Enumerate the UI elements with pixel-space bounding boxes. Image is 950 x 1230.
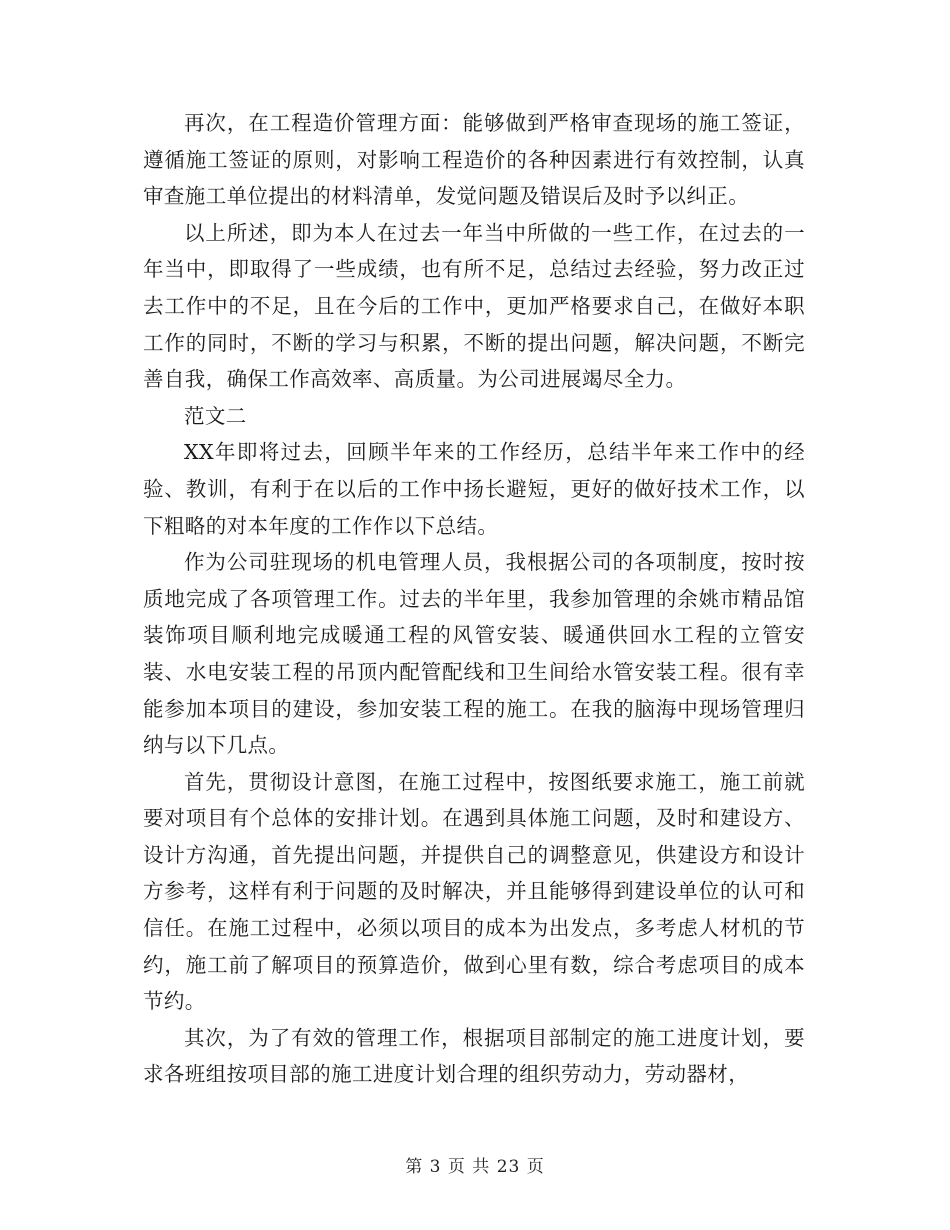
footer-middle: 页 共 xyxy=(447,1157,491,1177)
footer-prefix: 第 xyxy=(405,1157,424,1177)
section-heading: 范文二 xyxy=(184,403,247,428)
paragraph-intro: XX年即将过去，回顾半年来的工作经历，总结半年来工作中的经验、教训，有利于在以后的工作中扬长避短，更好的做好技术工作，以下粗略的对本年度的工作作以下总结。 xyxy=(143,440,805,538)
footer-suffix: 页 xyxy=(526,1157,545,1177)
document-body xyxy=(143,105,805,1093)
paragraph-summary: 以上所述，即为本人在过去一年当中所做的一些工作，在过去的一年当中，即取得了一些成绩，也有所不足，总结过去经验，努力改正过去工作中的不足，且在今后的工作中，更加严格要求自己，在做好本职工作的同时，不断的学习与积累，不断的提出问题，解决问题，不断完善自我，确保工作高效率、高质量。为公司进展竭尽全力。 xyxy=(143,220,805,392)
paragraph-first: 首先，贯彻设计意图，在施工过程中，按图纸要求施工，施工前就要对项目有个总体的安排计划。在遇到具体施工问题，及时和建设方、设计方沟通，首先提出问题，并提供自己的调整意见，供建设方和设计方参考，这样有利于问题的及时解决，并且能够得到建设单位的认可和信任。在施工过程中，必须以项目的成本为出发点，多考虑人材机的节约，施工前了解项目的预算造价，做到心里有数，综合考虑项目的成本节约。 xyxy=(143,769,805,1014)
paragraph-role: 作为公司驻现场的机电管理人员，我根据公司的各项制度，按时按质地完成了各项管理工作。过去的半年里，我参加管理的余姚市精品馆装饰项目顺利地完成暖通工程的风管安装、暖通供回水工程的立管安装、水电安装工程的吊顶内配管配线和卫生间给水管安装工程。很有幸能参加本项目的建设，参加安装工程的施工。在我的脑海中现场管理归纳与以下几点。 xyxy=(143,550,805,758)
total-page-number: 23 xyxy=(496,1157,521,1177)
page-number-footer xyxy=(0,1152,950,1177)
paragraph-cost-management: 再次，在工程造价管理方面：能够做到严格审查现场的施工签证，遵循施工签证的原则，对影响工程造价的各种因素进行有效控制，认真审查施工单位提出的材料清单，发觉问题及错误后及时予以纠正。 xyxy=(143,111,805,209)
paragraph-second: 其次，为了有效的管理工作，根据项目部制定的施工进度计划，要求各班组按项目部的施工进度计划合理的组织劳动力，劳动器材， xyxy=(143,1025,805,1087)
current-page-number: 3 xyxy=(429,1157,442,1177)
